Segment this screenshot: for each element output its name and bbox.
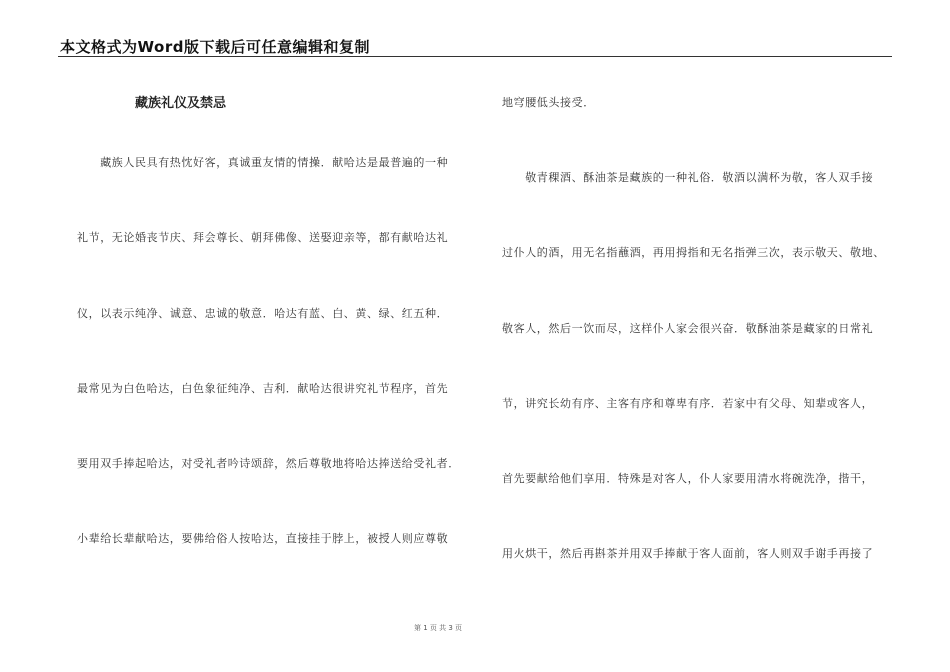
header-banner: 本文格式为Word版下载后可任意编辑和复制 — [60, 38, 370, 56]
paragraph-line: 过仆人的酒，用无名指蘸酒，再用拇指和无名指弹三次，表示敬天、敬地、 — [502, 246, 885, 259]
paragraph-line: 要用双手捧起哈达，对受礼者吟诗颂辞，然后尊敬地将哈达捧送给受礼者． — [77, 457, 460, 470]
document-title: 藏族礼仪及禁忌 — [135, 96, 227, 111]
paragraph-line: 地穹腰低头接受． — [502, 96, 595, 109]
paragraph-line: 用火烘干，然后再斟茶并用双手捧献于客人面前，客人则双手谢手再接了 — [502, 547, 874, 560]
paragraph-line: 礼节，无论婚丧节庆、拜会尊长、朝拜佛像、送娶迎亲等，都有献哈达礼 — [77, 231, 449, 244]
header-divider — [58, 56, 892, 57]
paragraph-line: 仪，以表示纯净、诚意、忠诚的敬意．哈达有蓝、白、黄、绿、红五种． — [77, 307, 449, 320]
paragraph-line: 敬青稞酒、酥油茶是藏族的一种礼俗．敬酒以满杯为敬，客人双手接 — [502, 171, 874, 184]
paragraph-line: 小辈给长辈献哈达，要佛给俗人按哈达，直接挂于脖上，被授人则应尊敬 — [77, 532, 449, 545]
paragraph-line: 最常见为白色哈达，白色象征纯净、吉利．献哈达很讲究礼节程序，首先 — [77, 382, 449, 395]
paragraph-line: 节，讲究长幼有序、主客有序和尊卑有序．若家中有父母、知辈或客人， — [502, 397, 874, 410]
paragraph-line: 敬客人，然后一饮而尽，这样仆人家会很兴奋．敬酥油茶是藏家的日常礼 — [502, 322, 874, 335]
paragraph-line: 首先要献给他们享用．特殊是对客人，仆人家要用清水将碗洗净，揩干， — [502, 472, 874, 485]
page-footer: 第 1 页 共 3 页 — [414, 624, 463, 632]
paragraph-line: 藏族人民具有热忱好客，真诚重友情的情操．献哈达是最普遍的一种 — [77, 156, 449, 169]
